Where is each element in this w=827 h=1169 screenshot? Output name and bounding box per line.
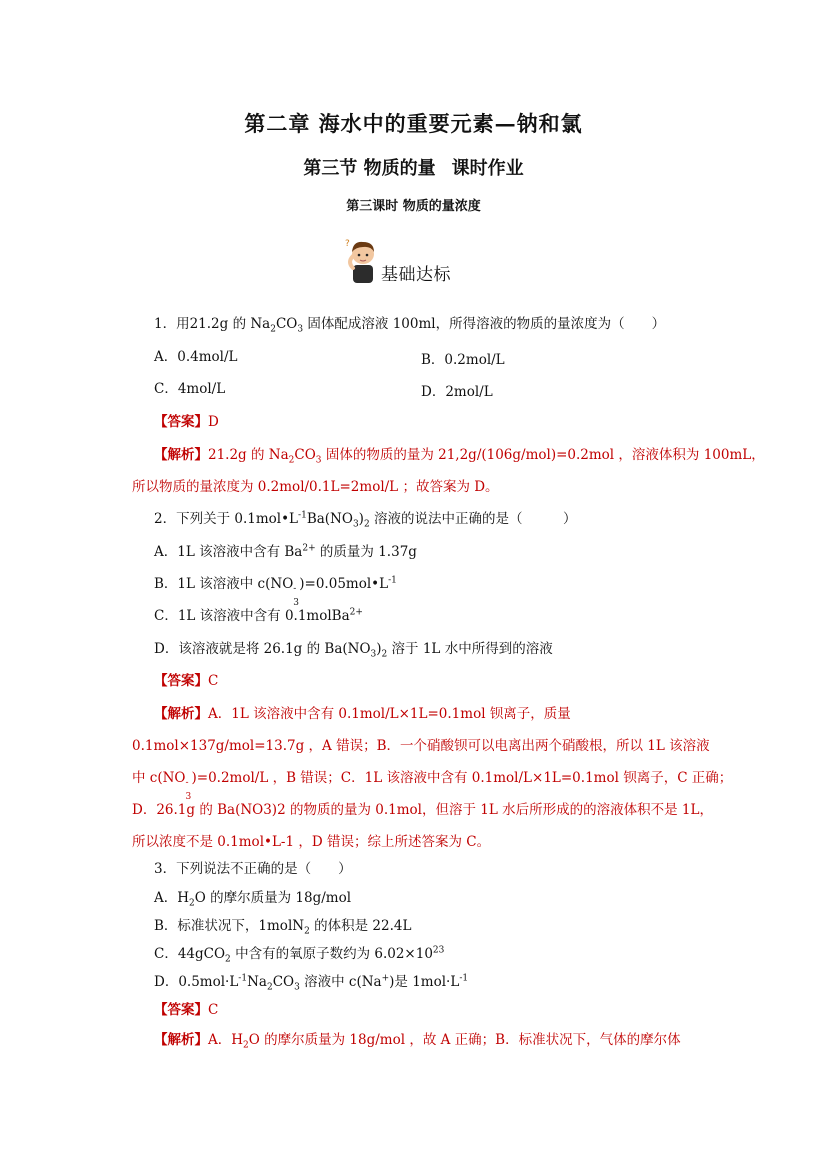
q3-option-a: A．$H_2O$ 的摩尔质量为 18g/mol xyxy=(154,890,352,909)
q3-answer: 【答案】C xyxy=(154,1002,219,1018)
q3-option-b: B．标准状况下，1molN$_2$ 的体积是 22.4L xyxy=(154,918,412,937)
badge-label: 基础达标 xyxy=(381,265,451,285)
q3-option-d: D．$0.5mol\cdot L^{-1}Na_2CO_3$ 溶液中 c(Na+)是 $1mol\cdot L^{-1}$ xyxy=(154,973,469,993)
q1-option-a: A．0.4mol/L xyxy=(154,349,238,365)
q2-analysis-line-3: 中 c(NO - 3 )=0.2mol/L ，B 错误；C．1L 该溶液中含有 0.1mol/L×1L=0.1mol 钡离子，C 正确； xyxy=(132,770,733,802)
q2-option-b: B．1L 该溶液中 c(NO - 3 )$=0.05mol•L^{-1}$ xyxy=(154,575,397,608)
q2-answer: 【答案】C xyxy=(154,673,219,689)
question-3-stem: 3．下列说法不正确的是（ ） xyxy=(154,861,352,877)
basic-badge xyxy=(341,236,471,286)
question-2-stem: 2．下列关于 $0.1mol•L^{-1}Ba(NO_3)_2$ 溶液的说法中正确的是（ ） xyxy=(154,510,577,530)
q1-option-c: C．4mol/L xyxy=(154,381,226,397)
q2-option-c: C．1L 该溶液中含有 0.1molBa$^{2+}$ xyxy=(154,607,363,624)
section-title xyxy=(0,154,827,180)
q1-answer: 【答案】D xyxy=(154,414,219,430)
svg-text:?: ? xyxy=(345,239,350,249)
question-1-stem: 1．用21.2g 的 $Na_2CO_3$ 固体配成溶液 100ml，所得溶液的物质的量浓度为（ ） xyxy=(154,316,666,335)
q1-option-d: D．2mol/L xyxy=(421,384,493,400)
q2-option-d: D．该溶液就是将 26.1g 的 $Ba(NO_3)_2$ 溶于 1L 水中所得到的溶液 xyxy=(154,641,553,660)
q2-analysis-line-1: 【解析】A．1L 该溶液中含有 0.1mol/L×1L=0.1mol 钡离子，质量 xyxy=(154,706,571,722)
q3-analysis-line-1: 【解析】A．$H_2O$ 的摩尔质量为 18g/mol ，故 A 正确；B．标准状况下，气体的摩尔体 xyxy=(154,1032,681,1051)
q1-option-b: B．0.2mol/L xyxy=(421,352,505,368)
chapter-title: 第二章 海水中的重要元素—钠和氯 xyxy=(244,111,583,136)
q1-analysis-line-2: 所以物质的量浓度为 0.2mol/0.1L=2mol/L ；故答案为 D。 xyxy=(132,479,499,495)
section-subtitle: 课时作业 xyxy=(451,158,524,179)
q1-analysis-line-1: 【解析】21.2g 的 $Na_2CO_3$ 固体的物质的量为 21,2g/(106g/mol)=0.2mol ，溶液体积为 100mL， xyxy=(154,447,765,466)
q2-analysis-line-4: D．26.1g 的 Ba(NO3)2 的物质的量为 0.1mol，但溶于 1L 水后所形成的的溶液体积不是 1L， xyxy=(132,802,713,818)
q2-option-a: A．1L 该溶液中含有 $Ba^{2+}$ 的质量为 1.37g xyxy=(154,543,417,560)
q2-analysis-line-2: 0.1mol×137g/mol=13.7g ，A 错误；B．一个硝酸钡可以电离出两个硝酸根，所以 1L 该溶液 xyxy=(132,738,710,754)
section-name: 第三节 物质的量 xyxy=(303,158,436,179)
q2-analysis-line-5: 所以浓度不是 0.1mol•L-1 ，D 错误；综上所述答案为 C。 xyxy=(132,834,491,850)
lesson-title: 第三课时 物质的量浓度 xyxy=(346,199,481,214)
q3-option-c: C．44gCO$_2$ 中含有的氧原子数约为 $6.02\times 10^{23}$ xyxy=(154,945,445,965)
